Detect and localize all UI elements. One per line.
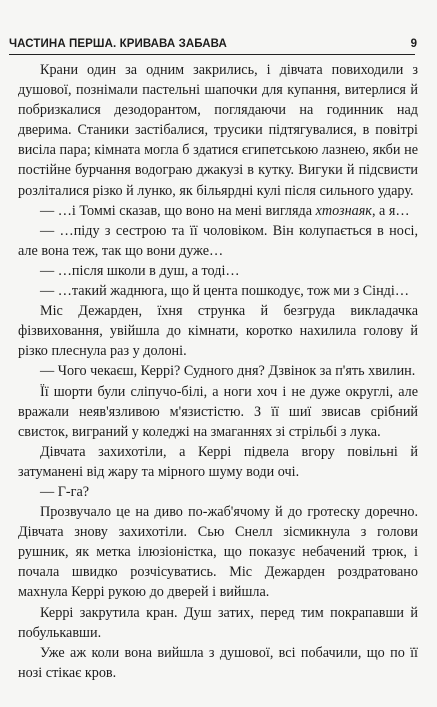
- page-header: [0, 0, 437, 62]
- paragraph: Крани один за одним закрились, і дівчата повиходили з душової, познімали пастельні шапочки для купання, витерлися й побризкалися дезодорантом, поглядаючи на годинник над дверима. Станики застібалися, трусики підтягувалися, в повітрі висіла пара; кімната могла б здатися єгипетською лазнею, якби не постійне бурчання водограю джакузі в кутку. Вигуки й підсвисти розліталися різко й лунко, як більярдні кулі після сильного удару.: [18, 62, 418, 199]
- paragraph: [18, 201, 418, 221]
- paragraph: Уже аж коли вона вийшла з душової, всі побачили, що по її нозі стікає кров.: [18, 644, 418, 681]
- dialogue-text: , а я…: [371, 202, 410, 219]
- paragraph: Її шорти були сліпучо-білі, а ноги хоч і не дуже округлі, але вражали неяв'язливою м'язистістю. З її шиї звисав срібний свисток, виграний у коледжі на змаганнях зі стрільбі з лука.: [18, 383, 418, 440]
- paragraph: Прозвучало це на диво по-жаб'ячому й до гротеску доречно. Дівчата знову захихотіли. Сью Снелл зісмикнула з голови рушник, як метка ілюзіоністка, що показує небачений трюк, і почала швидко розчісуватись. Міс Дежарден роздратовано махнула Керрі рукою до дверей і вийшла.: [18, 504, 418, 601]
- paragraph: — …після школи в душ, а тоді…: [40, 262, 240, 279]
- paragraph: — Чого чекаєш, Керрі? Судного дня? Дзвінок за п'ять хвилин.: [40, 363, 416, 380]
- paragraph: Керрі закрутила кран. Душ затих, перед тим покрапавши й побулькавши.: [18, 604, 418, 641]
- body-text: [18, 60, 418, 683]
- running-head: ЧАСТИНА ПЕРША. КРИВАВА ЗАБАВА: [9, 38, 227, 50]
- paragraph: — Г-га?: [40, 483, 90, 500]
- paragraph: — …піду з сестрою та її чоловіком. Він колупається в носі, але вона теж, так що вони дуже…: [18, 222, 418, 259]
- header-rule: [9, 54, 415, 55]
- italic-word: хтознаяк: [315, 202, 372, 219]
- page-number: 9: [410, 38, 417, 50]
- paragraph: — …такий жаднюга, що й цента пошкодує, тож ми з Сінді…: [40, 283, 410, 300]
- dialogue-text: — …і Томмі сказав, що воно на мені вигляда: [40, 202, 316, 219]
- paragraph: Дівчата захихотіли, а Керрі підвела вгору повільні й затуманені від жару та мірного шуму води очі.: [18, 443, 418, 480]
- paragraph: Міс Дежарден, їхня струнка й безгруда викладачка фізвиховання, увійшла до кімнати, коротко нахилила голову й різко плеснула раз у долоні.: [18, 303, 418, 360]
